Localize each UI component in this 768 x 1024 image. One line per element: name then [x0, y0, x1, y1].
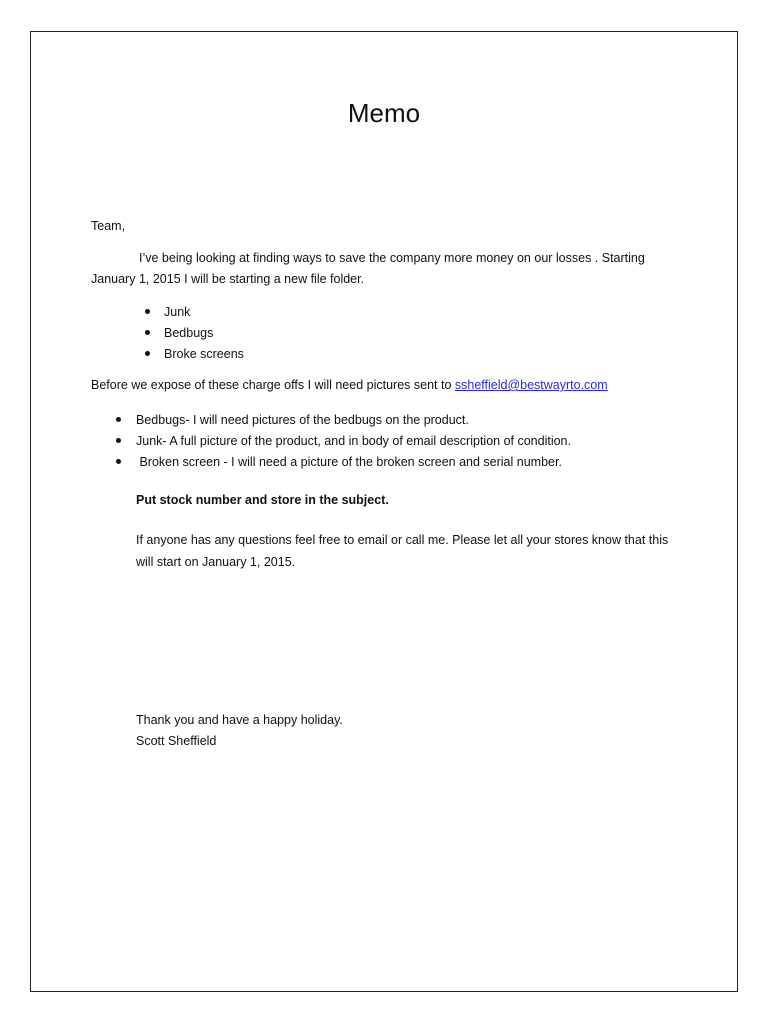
- requirement-item: Broken screen - I will need a picture of the broken screen and serial number.: [136, 455, 562, 469]
- folder-item: Bedbugs: [164, 326, 214, 340]
- bullet-icon: [116, 438, 121, 443]
- requirement-item: Bedbugs- I will need pictures of the bedbugs on the product.: [136, 413, 469, 427]
- email-link[interactable]: ssheffield@bestwayrto.com: [454, 378, 608, 392]
- memo-page: [30, 31, 738, 992]
- bullet-icon: [145, 309, 150, 314]
- bullet-icon: [116, 459, 121, 464]
- intro-line-2: January 1, 2015 I will be starting a new file folder.: [91, 272, 365, 286]
- memo-title: Memo: [347, 98, 421, 128]
- folder-item: Broke screens: [164, 347, 244, 361]
- questions-line-2: will start on January 1, 2015.: [136, 555, 296, 569]
- greeting: Team,: [91, 219, 126, 233]
- bullet-icon: [145, 330, 150, 335]
- intro-line-1: I’ve being looking at finding ways to save the company more money on our losses . Starting: [139, 251, 645, 265]
- closing-line: Thank you and have a happy holiday.: [136, 713, 343, 727]
- bullet-icon: [145, 351, 150, 356]
- before-sentence: [91, 377, 608, 393]
- folder-item: Junk: [164, 305, 191, 319]
- questions-line-1: If anyone has any questions feel free to email or call me. Please let all your stores know that this: [136, 533, 669, 547]
- bullet-icon: [116, 417, 121, 422]
- signature: Scott Sheffield: [136, 734, 217, 748]
- subject-instruction: Put stock number and store in the subject.: [136, 493, 389, 507]
- before-text: Before we expose of these charge offs I will need pictures sent to: [91, 378, 455, 392]
- requirement-item: Junk- A full picture of the product, and in body of email description of condition.: [136, 434, 571, 448]
